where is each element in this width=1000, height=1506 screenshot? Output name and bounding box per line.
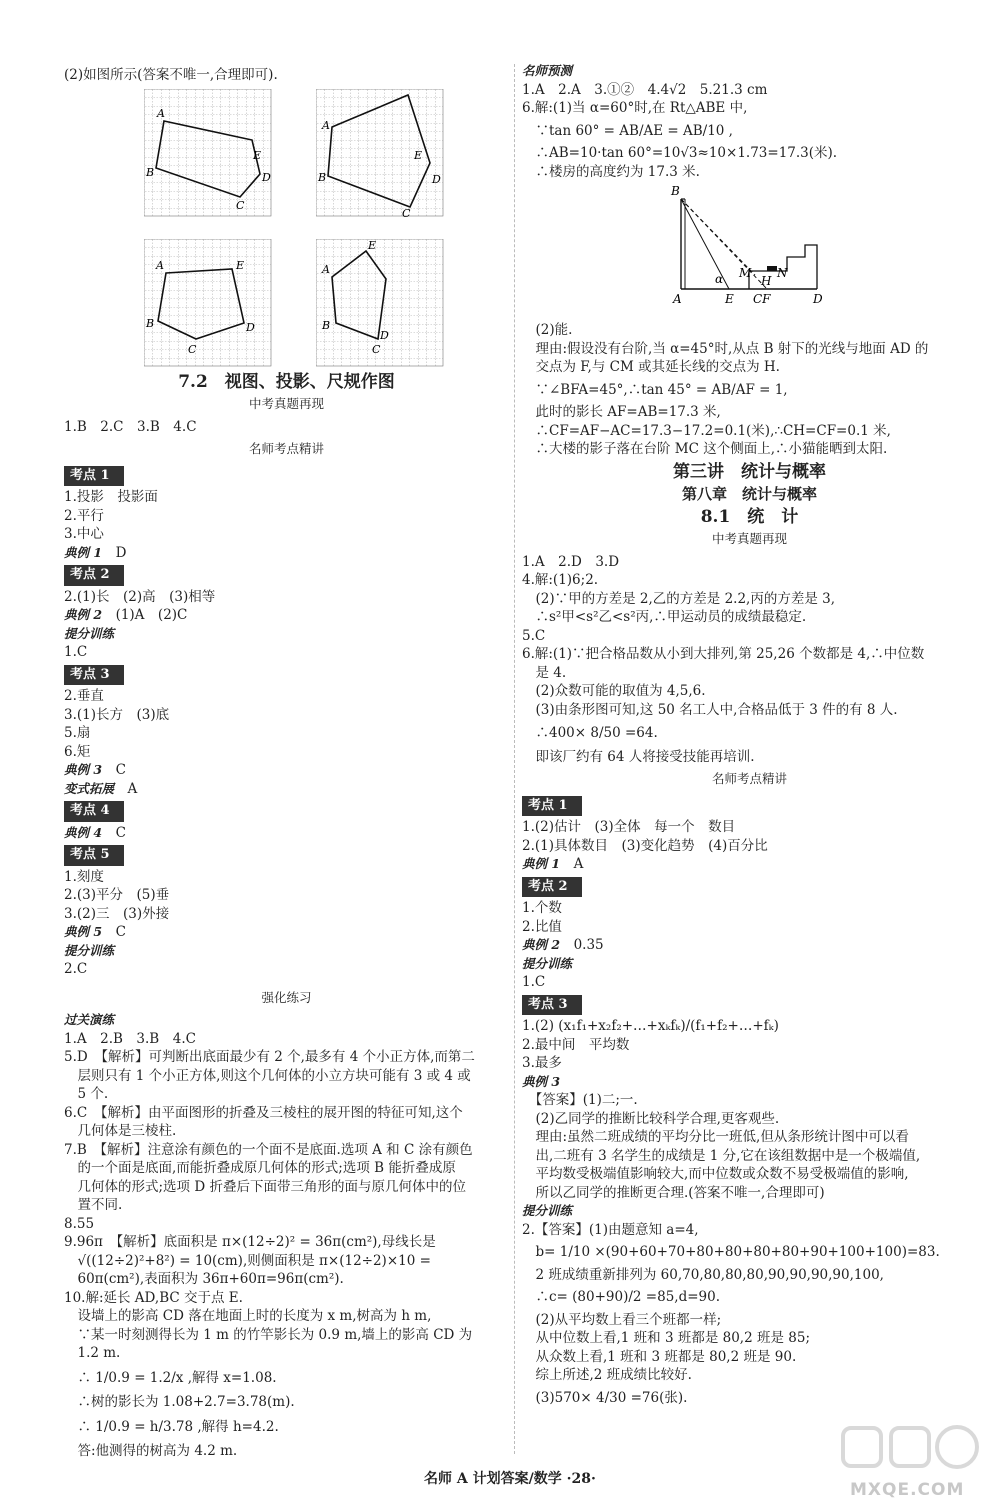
practice-line: 设墙上的影高 CD 落在地面上时的长度为 x m,树高为 h m,: [64, 1308, 432, 1324]
solution-line: (2)能.: [522, 322, 573, 338]
subsection-title: 强化练习: [261, 989, 312, 1005]
answer-line: 1.A 2.D 3.D: [522, 553, 620, 570]
solution-line: ∴c= (80+90)/2 =85,d=90.: [522, 1289, 720, 1305]
example-line: 典例 4 C: [64, 824, 126, 841]
solution-line: 出,二班有 3 名学生的成绩是 1 分,它在该组数据中是一个极端值,: [522, 1147, 921, 1164]
label-b: B: [146, 165, 155, 179]
label-c: C: [372, 342, 381, 356]
solution-line: 理由:假设没有台阶,当 α=45°时,从点 B 射下的光线与地面 AD 的: [522, 340, 929, 357]
solution-line: (2)乙同学的推断比较科学合理,更客观些.: [522, 1110, 780, 1127]
kaodian-tag: 考点 1: [64, 466, 124, 487]
label-e: E: [368, 238, 377, 252]
answer-line: 2.最中间 平均数: [522, 1036, 630, 1053]
left-column: [64, 66, 509, 1461]
label-d: D: [262, 170, 271, 184]
solution-line: 平均数受极端值影响较大,而中位数或众数不易受极端值的影响,: [522, 1166, 909, 1182]
practice-line: 5.D 【解析】可判断出底面最少有 2 个,最多有 4 个小正方体,而第二: [64, 1049, 475, 1065]
subsection-title: 名师考点精讲: [248, 441, 324, 456]
grid-figure-4: [316, 239, 446, 369]
practice-line: 8.55: [64, 1215, 95, 1232]
kaodian-tag: 考点 5: [64, 845, 124, 866]
label-b: B: [322, 318, 331, 332]
example-line: 典例 2 (1)A (2)C: [64, 607, 188, 623]
solution-line: (2)从平均数上看三个班都一样;: [522, 1311, 722, 1328]
answer-line: 1.投影 投影面: [64, 489, 158, 505]
practice-line: 60π(cm²),表面积为 36π+60π=96π(cm²).: [64, 1271, 344, 1287]
practice-line: 10.解:延长 AD,BC 交于点 E.: [64, 1289, 243, 1306]
answer-line: 4.解:(1)6;2.: [522, 572, 599, 588]
answer-line: 5.C: [522, 627, 546, 644]
answer-line: 3.(2)三 (3)外接: [64, 905, 170, 922]
practice-line: 几何体的形式;选项 D 折叠后下面带三角形的面与原几何体中的位: [64, 1178, 466, 1195]
practice-line: 层则只有 1 个小正方体,则这个几何体的小立方块可能有 3 或 4 或: [64, 1067, 471, 1084]
grid-figures: [64, 85, 509, 369]
subsection-title: 中考真题再现: [711, 531, 787, 546]
solution-line: 此时的影长 AF=AB=17.3 米,: [522, 404, 721, 420]
solution-line: 理由:虽然二班成绩的平均分比一班低,但从条形统计图中可以看: [522, 1129, 909, 1145]
label-m: M: [739, 266, 752, 280]
solution-line: 6.解:(1)当 α=60°时,在 Rt△ABE 中,: [522, 100, 748, 116]
label-d: D: [432, 172, 441, 186]
answer-line: 1.A 2.A 3.①② 4.4√2 5.21.3 cm: [522, 81, 768, 98]
answer-line: (2)∵甲的方差是 2,乙的方差是 2.2,丙的方差是 3,: [522, 590, 836, 607]
column-divider: [514, 64, 516, 1454]
answer-line: 1.C: [522, 974, 546, 990]
answer-line: 2.(1)具体数目 (3)变化趋势 (4)百分比: [522, 837, 768, 854]
label-c: C: [402, 206, 411, 219]
answer-line: 2.(1)长 (2)高 (3)相等: [64, 588, 216, 605]
tifen-label: 提分训练: [64, 942, 115, 958]
solution-line: ∴楼房的高度约为 17.3 米.: [522, 163, 700, 180]
practice-line: 几何体是三棱柱.: [64, 1123, 177, 1139]
chapter-title: 第八章 统计与概率: [681, 485, 817, 503]
example-line: 典例 3 C: [64, 762, 126, 778]
label-d: D: [813, 292, 823, 306]
guoguan-label: 过关演练: [64, 1012, 115, 1027]
mingshi-label: 名师预测: [522, 63, 573, 78]
practice-line: 置不同.: [64, 1197, 123, 1213]
solution-line: 从中位数上看,1 班和 3 班都是 80,2 班是 85;: [522, 1330, 811, 1346]
label-b: B: [318, 170, 327, 184]
answer-line: ∴s²甲<s²乙<s²丙,∴甲运动员的成绩最稳定.: [522, 609, 807, 625]
label-a: A: [157, 106, 165, 120]
practice-line: 1.A 2.B 3.B 4.C: [64, 1030, 196, 1047]
answer-line: 6.矩: [64, 743, 91, 760]
tifen-label: 提分训练: [522, 955, 573, 971]
tifen-label: 提分训练: [522, 1203, 573, 1218]
tifen-label: 提分训练: [64, 625, 115, 641]
answer-line: 2.平行: [64, 507, 104, 524]
kaodian-tag: 考点 3: [522, 995, 582, 1016]
solution-line: b= 1/10 ×(90+60+70+80+80+80+80+90+100+100)=83.: [522, 1244, 940, 1260]
answer-line: 2.比值: [522, 918, 562, 935]
label-b: B: [671, 185, 680, 198]
label-b: B: [146, 316, 155, 330]
example-line: 典例 1 A: [522, 856, 584, 872]
answer-line: 1.(2) (x₁f₁+x₂f₂+…+xₖfₖ)/(f₁+f₂+…+fₖ): [522, 1018, 779, 1034]
label-a: A: [322, 118, 330, 132]
example-line: 典例 2 0.35: [522, 937, 604, 953]
grid-figure-1: [144, 89, 274, 219]
label-n: N: [777, 266, 788, 280]
practice-line: ∵某一时刻测得长为 1 m 的竹竿影长为 0.9 m,墙上的影高 CD 为: [64, 1326, 473, 1343]
solution-line: 【答案】(1)二;一.: [522, 1092, 638, 1108]
practice-block: [64, 1030, 509, 1461]
solution-line: 交点为 F,与 CM 或其延长线的交点为 H.: [522, 359, 780, 375]
label-a: A: [322, 262, 330, 276]
solution-line: ∴AB=10·tan 60°=10√3≈10×1.73=17.3(米).: [522, 145, 838, 161]
answer-line: 1.(2)估计 (3)全体 每一个 数目: [522, 819, 736, 835]
practice-line: ∴ 1/0.9 = 1.2/x ,解得 x=1.08.: [64, 1369, 277, 1386]
answer-line: 2.(3)平分 (5)垂: [64, 887, 170, 903]
practice-line: 6.C 【解析】由平面图形的折叠及三棱柱的展开图的特征可知,这个: [64, 1104, 463, 1121]
right-column: [522, 63, 977, 1407]
example-label: 典例 3: [522, 1073, 561, 1089]
subsection-title: 中考真题再现: [248, 396, 324, 411]
solution-line: ∵tan 60° = AB/AE = AB/10 ,: [522, 122, 733, 139]
variant-line: 变式拓展 A: [64, 780, 138, 797]
practice-line: √((12÷2)²+8²) = 10(cm),则侧面积是 π×(12÷2)×10 =: [64, 1252, 431, 1269]
label-c: C: [236, 198, 245, 212]
practice-line: 7.B 【解析】注意涂有颜色的一个面不是底面.选项 A 和 C 涂有颜色: [64, 1141, 473, 1158]
answer-line: 3.最多: [522, 1055, 562, 1071]
practice-line: ∴ 1/0.9 = h/3.78 ,解得 h=4.2.: [64, 1418, 279, 1435]
kaodian-tag: 考点 2: [522, 877, 582, 898]
answer-line: 是 4.: [522, 664, 567, 681]
answer-line: (3)由条形图可知,这 50 名工人中,合格品低于 3 件的有 8 人.: [522, 701, 898, 718]
answer-line: 2.垂直: [64, 688, 104, 704]
label-e: E: [725, 292, 734, 306]
solution-line: 2.【答案】(1)由题意知 a=4,: [522, 1221, 699, 1238]
practice-line: 9.96π 【解析】底面积是 π×(12÷2)² = 36π(cm²),母线长是: [64, 1234, 436, 1250]
answer-line: 1.刻度: [64, 868, 104, 885]
answer-line: ∴400× 8/50 =64.: [522, 725, 658, 741]
label-d: D: [380, 328, 389, 342]
kaodian-tag: 考点 1: [522, 796, 582, 817]
grid-figure-2: [316, 89, 446, 219]
solution-line: (3)570× 4/30 =76(张).: [522, 1389, 688, 1406]
solution-line: 综上所述,2 班成绩比较好.: [522, 1367, 692, 1383]
answer-line: 1.个数: [522, 900, 562, 916]
answer-line: 1.C: [64, 644, 88, 660]
practice-line: 1.2 m.: [64, 1345, 121, 1361]
label-a: A: [156, 258, 164, 272]
solution-line: 从众数上看,1 班和 3 班都是 80,2 班是 90.: [522, 1348, 797, 1365]
solution-line: ∵∠BFA=45°,∴tan 45° = AB/AF = 1,: [522, 381, 788, 398]
label-e: E: [253, 148, 262, 162]
kaodian-tag: 考点 4: [64, 801, 124, 822]
practice-line: 5 个.: [64, 1086, 109, 1102]
building-shadow-figure: [522, 185, 977, 315]
answer-line: 即该厂约有 64 人将接受技能再培训.: [522, 748, 755, 765]
section-title: 7.2 视图、投影、尺规作图: [178, 371, 395, 392]
kaodian-tag: 考点 2: [64, 565, 124, 586]
solution-line: ∴大楼的影子落在台阶 MC 这个侧面上,∴小猫能晒到太阳.: [522, 441, 888, 457]
label-c: C: [188, 342, 197, 356]
solution-line: ∴CF=AF−AC=17.3−17.2=0.1(米),∴CH=CF=0.1 米,: [522, 422, 891, 439]
kaodian-tag: 考点 3: [64, 665, 124, 686]
section-title: 8.1 统 计: [700, 506, 799, 527]
grid-figure-3: [144, 239, 274, 369]
label-h: H: [761, 274, 772, 288]
label-e: E: [236, 258, 245, 272]
intro-line: (2)如图所示(答案不唯一,合理即可).: [64, 67, 278, 83]
label-d: D: [246, 320, 255, 334]
answer-line: 3.中心: [64, 526, 104, 542]
answer-line: 3.(1)长方 (3)底: [64, 706, 170, 723]
example-line: 典例 5 C: [64, 924, 126, 940]
practice-line: 的一个面是底面,而能折叠成原几何体的形式;选项 B 能折叠成原: [64, 1160, 456, 1176]
answer-line: 1.B 2.C 3.B 4.C: [64, 418, 197, 435]
example-line: 典例 1 D: [64, 544, 127, 561]
label-e: E: [414, 148, 423, 162]
label-cf: CF: [753, 292, 771, 306]
label-a: A: [673, 292, 682, 306]
lecture-title: 第三讲 统计与概率: [673, 461, 826, 482]
label-alpha: α: [715, 272, 724, 286]
watermark-text: MXQE.COM: [850, 1480, 965, 1500]
solution-line: 2 班成绩重新排列为 60,70,80,80,80,90,90,90,90,100,: [522, 1266, 884, 1283]
answer-line: 2.C: [64, 961, 88, 977]
building-diagram: [667, 185, 967, 315]
practice-line: ∴树的影长为 1.08+2.7=3.78(m).: [64, 1394, 295, 1410]
practice-line: 答:他测得的树高为 4.2 m.: [64, 1443, 238, 1459]
answer-line: 6.解:(1)∵把合格品数从小到大排列,第 25,26 个数都是 4,∴中位数: [522, 646, 925, 662]
page-footer: 名师 A 计划答案/数学 ·28·: [424, 1471, 596, 1487]
answer-line: 5.扇: [64, 725, 91, 741]
subsection-title: 名师考点精讲: [711, 771, 787, 786]
answer-line: (2)众数可能的取值为 4,5,6.: [522, 683, 706, 699]
solution-line: 所以乙同学的推断更合理.(答案不唯一,合理即可): [522, 1184, 825, 1201]
